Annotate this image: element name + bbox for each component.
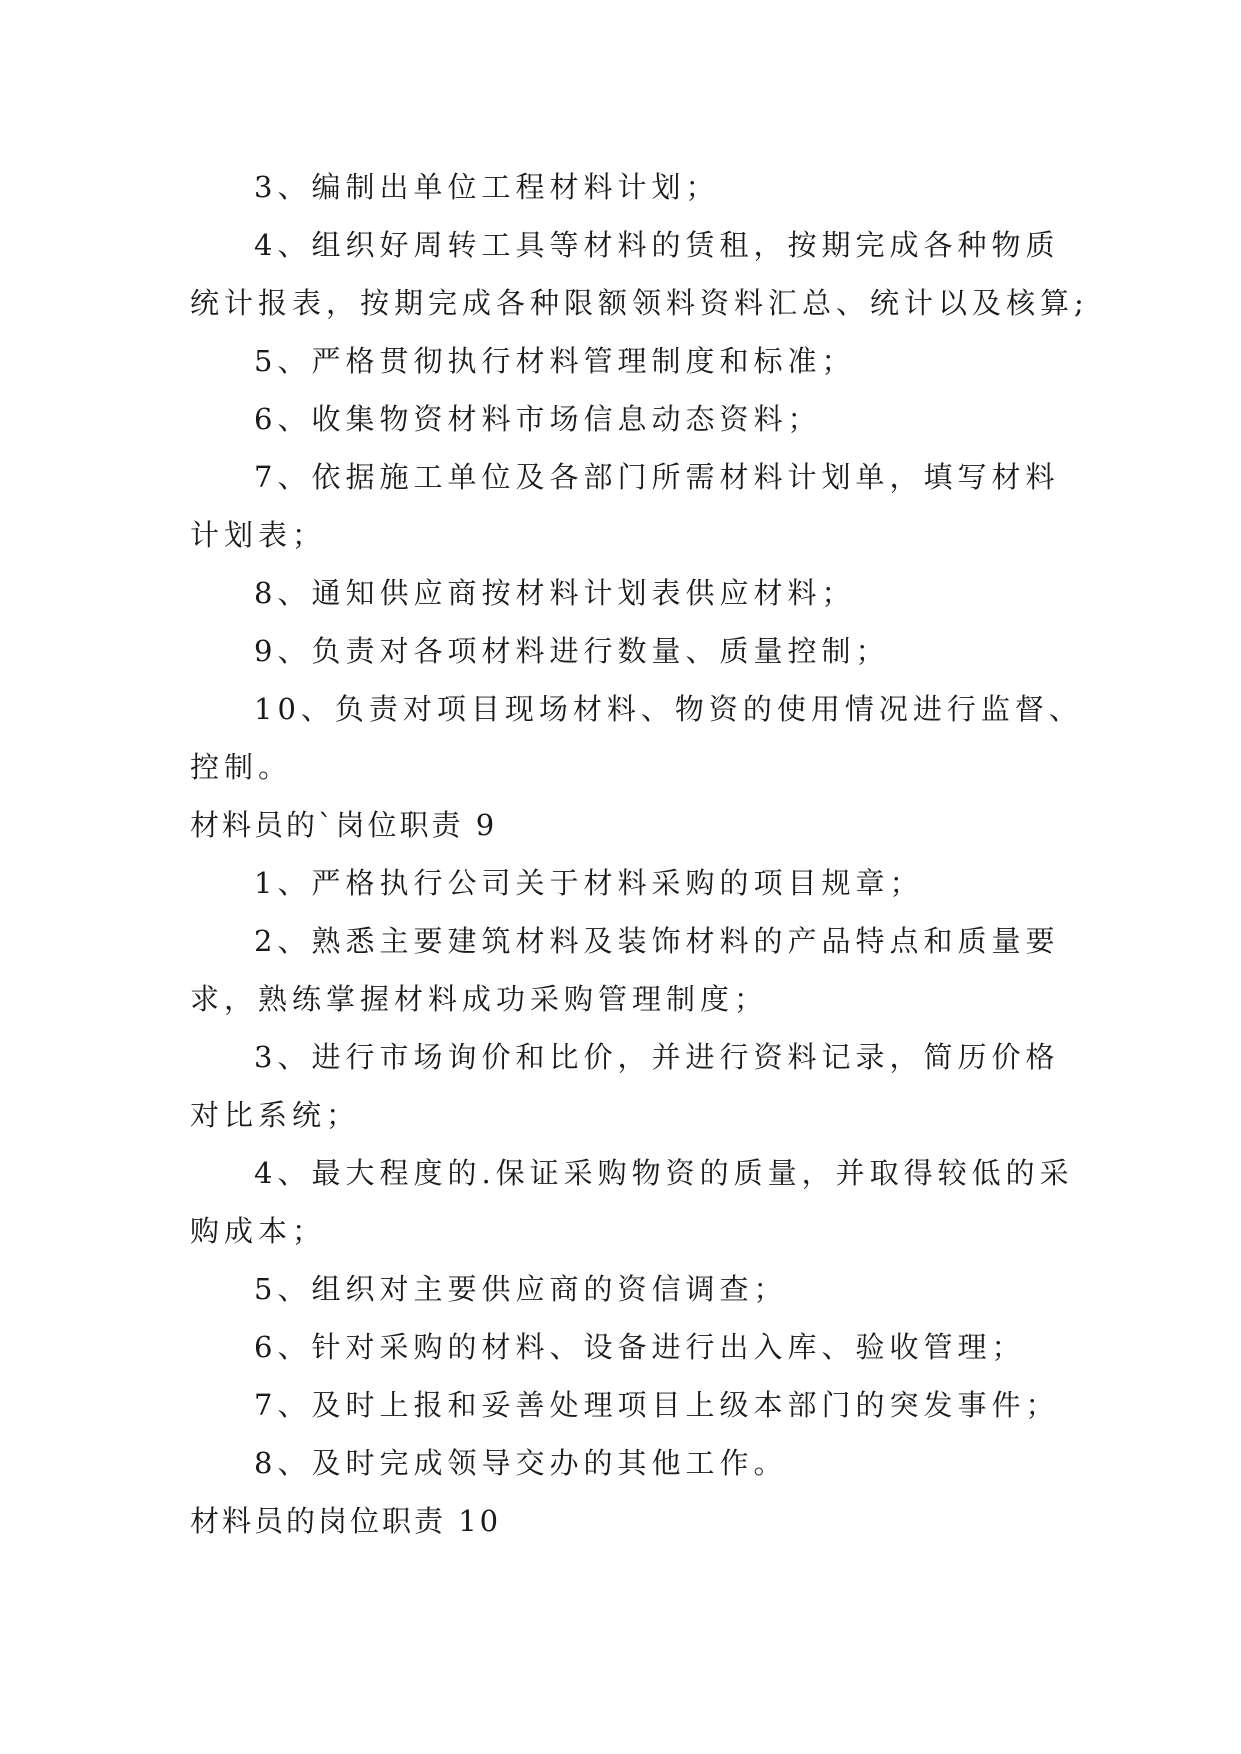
paragraph-line: 7、依据施工单位及各部门所需材料计划单，填写材料 xyxy=(254,460,1060,494)
list-item xyxy=(190,390,1060,448)
list-item xyxy=(190,216,1089,332)
heading-text: 材料员的岗位职责 10 xyxy=(190,1504,502,1538)
paragraph-line: 1、严格执行公司关于材料采购的项目规章； xyxy=(254,866,924,900)
list-item xyxy=(190,680,1083,796)
list-item xyxy=(190,1434,1060,1492)
paragraph-line: 对比系统； xyxy=(190,1098,361,1132)
paragraph-line: 控制。 xyxy=(190,750,293,784)
paragraph-line: 8、通知供应商按材料计划表供应材料； xyxy=(254,576,856,610)
paragraph-line: 计划表； xyxy=(190,518,327,552)
list-item xyxy=(190,332,1060,390)
paragraph-line: 求，熟练掌握材料成功采购管理制度； xyxy=(190,982,769,1016)
list-item xyxy=(190,1144,1074,1260)
paragraph-line: 4、组织好周转工具等材料的赁租，按期完成各种物质 xyxy=(254,228,1060,262)
paragraph-line: 3、进行市场询价和比价，并进行资料记录，简历价格 xyxy=(254,1040,1060,1074)
list-item xyxy=(190,564,1060,622)
list-item xyxy=(190,854,1060,912)
paragraph-line: 4、最大程度的.保证采购物资的质量，并取得较低的采 xyxy=(254,1156,1074,1190)
paragraph-line: 8、及时完成领导交办的其他工作。 xyxy=(254,1446,788,1480)
paragraph-line: 10、负责对项目现场材料、物资的使用情况进行监督、 xyxy=(254,692,1083,726)
list-item xyxy=(190,1318,1060,1376)
paragraph-line: 6、收集物资材料市场信息动态资料； xyxy=(254,402,822,436)
section-heading xyxy=(190,1492,1060,1550)
paragraph-line: 6、针对采购的材料、设备进行出入库、验收管理； xyxy=(254,1330,1026,1364)
list-item xyxy=(190,1260,1060,1318)
section-heading xyxy=(190,796,1060,854)
list-item xyxy=(190,912,1060,1028)
document-body xyxy=(190,158,1089,1550)
heading-text: 材料员的`岗位职责 9 xyxy=(190,808,498,842)
list-item xyxy=(190,1376,1060,1434)
paragraph-line: 5、严格贯彻执行材料管理制度和标准； xyxy=(254,344,856,378)
paragraph-line: 7、及时上报和妥善处理项目上级本部门的突发事件； xyxy=(254,1388,1060,1422)
list-item xyxy=(190,158,1060,216)
paragraph-line: 9、负责对各项材料进行数量、质量控制； xyxy=(254,634,890,668)
paragraph-line: 3、编制出单位工程材料计划； xyxy=(254,170,720,204)
list-item xyxy=(190,622,1060,680)
paragraph-line: 统计报表，按期完成各种限额领料资料汇总、统计以及核算; xyxy=(190,286,1089,320)
list-item xyxy=(190,448,1060,564)
paragraph-line: 5、组织对主要供应商的资信调查； xyxy=(254,1272,788,1306)
paragraph-line: 购成本； xyxy=(190,1214,327,1248)
paragraph-line: 2、熟悉主要建筑材料及装饰材料的产品特点和质量要 xyxy=(254,924,1060,958)
list-item xyxy=(190,1028,1060,1144)
